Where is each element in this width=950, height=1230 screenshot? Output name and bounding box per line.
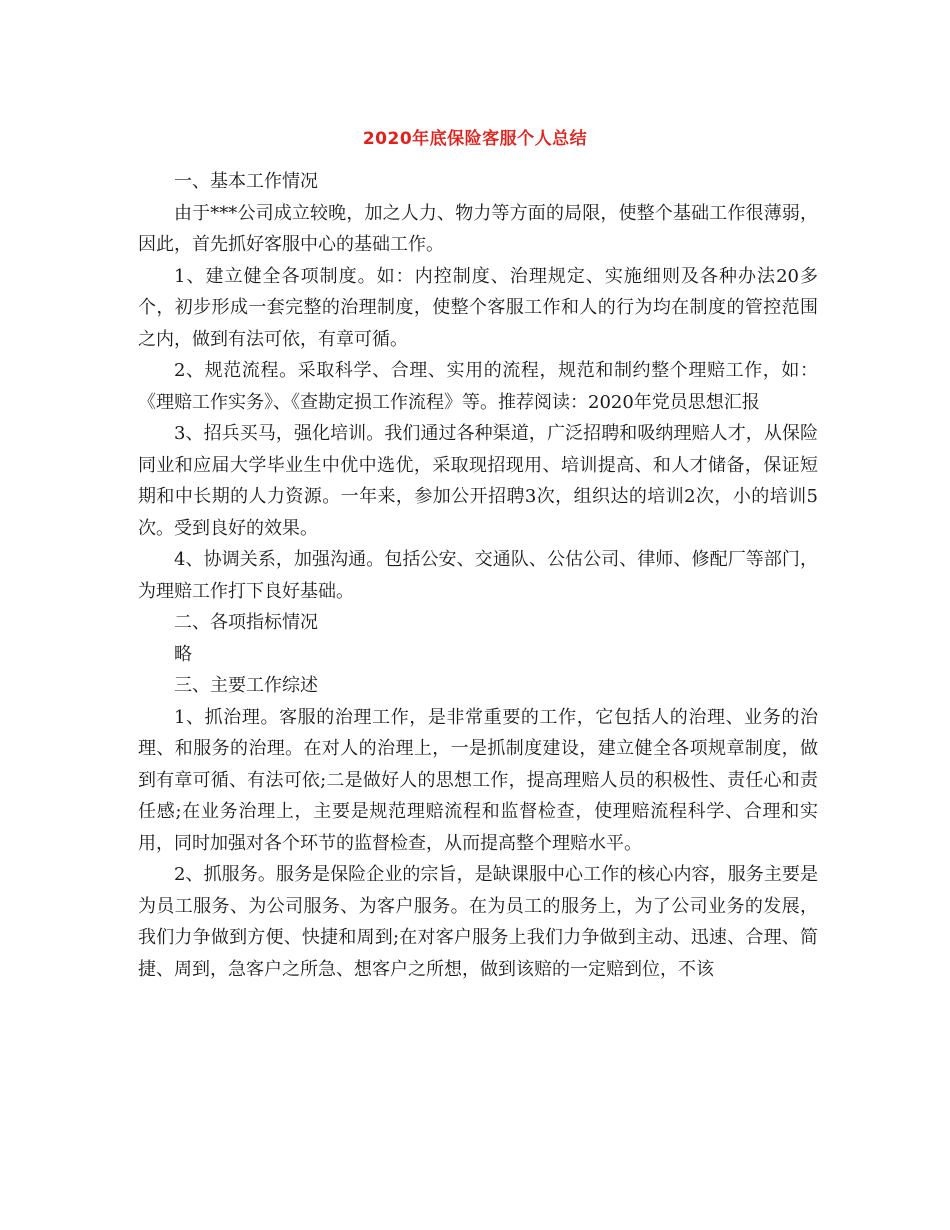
paragraph: 2、抓服务。服务是保险企业的宗旨，是缺课服中心工作的核心内容，服务主要是为员工服务、为公司服务、为客户服务。在为员工的服务上，为了公司业务的发展，我们力争做到方便、快捷和周到;在对客户服务上我们力争做到主动、迅速、合理、简捷、周到，急客户之所急、想客户之所想，做到该赔的一定赔到位，不该	[138, 864, 818, 980]
paragraph: 4、协调关系，加强沟通。包括公安、交通队、公估公司、律师、修配厂等部门，为理赔工作打下良好基础。	[138, 549, 818, 602]
paragraph: 由于***公司成立较晚，加之人力、物力等方面的局限，使整个基础工作很薄弱，因此，首先抓好客服中心的基础工作。	[138, 202, 818, 255]
paragraph: 2、规范流程。采取科学、合理、实用的流程，规范和制约整个理赔工作，如：《理赔工作实务》、《查勘定损工作流程》等。推荐阅读：2020年党员思想汇报	[138, 360, 818, 413]
paragraph: 1、抓治理。客服的治理工作，是非常重要的工作，它包括人的治理、业务的治理、和服务的治理。在对人的治理上，一是抓制度建设，建立健全各项规章制度，做到有章可循、有法可依;二是做好人的思想工作，提高理赔人员的积极性、责任心和责任感;在业务治理上，主要是规范理赔流程和监督检查，使理赔流程科学、合理和实用，同时加强对各个环节的监督检查，从而提高整个理赔水平。	[138, 706, 818, 854]
document-body	[138, 166, 818, 985]
section-heading-basic-work: 一、基本工作情况	[174, 171, 318, 192]
paragraph: 1、建立健全各项制度。如：内控制度、治理规定、实施细则及各种办法20多个，初步形成一套完整的治理制度，使整个客服工作和人的行为均在制度的管控范围之内，做到有法可依，有章可循。	[138, 265, 818, 350]
section-heading-main-work: 三、主要工作综述	[174, 675, 318, 696]
document-title: 2020年底保险客服个人总结	[362, 129, 588, 149]
paragraph: 略	[174, 643, 192, 665]
section-heading-indicators: 二、各项指标情况	[174, 612, 318, 633]
paragraph: 3、招兵买马，强化培训。我们通过各种渠道，广泛招聘和吸纳理赔人才，从保险同业和应届大学毕业生中优中选优，采取现招现用、培训提高、和人才储备，保证短期和中长期的人力资源。一年来，参加公开招聘3次，组织达的培训2次，小的培训5次。受到良好的效果。	[138, 423, 818, 539]
